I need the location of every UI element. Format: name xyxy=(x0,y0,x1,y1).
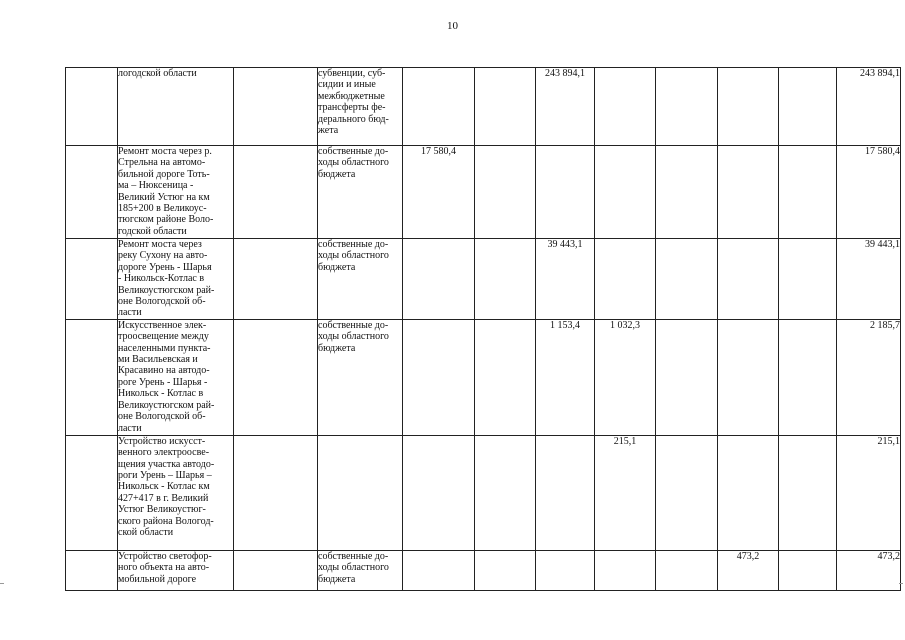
amount-cell-5 xyxy=(656,146,718,239)
margin-mark-right xyxy=(899,583,903,584)
amount-cell-7 xyxy=(779,146,837,239)
amount-cell-6 xyxy=(718,68,779,146)
amount-cell-3: 1 153,4 xyxy=(536,319,595,435)
object-name-cell: Устройство искусст- венного электроосве- щения участка автодо- роги Урень – Шарья – Никольск - Котлас км 427+417 в г. Великий Устюг Великоустюг- ского района Вологод- ской области xyxy=(118,435,234,550)
table-row xyxy=(66,239,901,320)
row-index-cell xyxy=(66,319,118,435)
amount-cell-2 xyxy=(475,68,536,146)
amount-cell-1: 17 580,4 xyxy=(403,146,475,239)
amount-cell-6 xyxy=(718,146,779,239)
funding-source-cell: собственные до- ходы областного бюджета xyxy=(318,319,403,435)
table-row xyxy=(66,435,901,550)
amount-cell-5 xyxy=(656,239,718,320)
amount-cell-2 xyxy=(475,550,536,590)
amount-cell-7 xyxy=(779,239,837,320)
budget-table xyxy=(65,67,901,591)
blank-cell xyxy=(234,550,318,590)
amount-cell-5 xyxy=(656,550,718,590)
funding-source-cell: собственные до- ходы областного бюджета xyxy=(318,239,403,320)
blank-cell xyxy=(234,68,318,146)
total-cell: 17 580,4 xyxy=(837,146,901,239)
funding-source-cell xyxy=(318,435,403,550)
amount-cell-2 xyxy=(475,319,536,435)
blank-cell xyxy=(234,319,318,435)
amount-cell-4 xyxy=(595,68,656,146)
amount-cell-6 xyxy=(718,435,779,550)
amount-cell-6 xyxy=(718,239,779,320)
table-row xyxy=(66,319,901,435)
amount-cell-3 xyxy=(536,146,595,239)
amount-cell-5 xyxy=(656,68,718,146)
blank-cell xyxy=(234,146,318,239)
blank-cell xyxy=(234,239,318,320)
amount-cell-7 xyxy=(779,435,837,550)
amount-cell-1 xyxy=(403,319,475,435)
amount-cell-5 xyxy=(656,319,718,435)
row-index-cell xyxy=(66,435,118,550)
amount-cell-7 xyxy=(779,68,837,146)
table-row xyxy=(66,146,901,239)
total-cell: 473,2 xyxy=(837,550,901,590)
row-index-cell xyxy=(66,146,118,239)
funding-source-cell: собственные до- ходы областного бюджета xyxy=(318,550,403,590)
amount-cell-5 xyxy=(656,435,718,550)
amount-cell-7 xyxy=(779,319,837,435)
blank-cell xyxy=(234,435,318,550)
amount-cell-2 xyxy=(475,239,536,320)
amount-cell-6 xyxy=(718,319,779,435)
amount-cell-4: 215,1 xyxy=(595,435,656,550)
table-row xyxy=(66,68,901,146)
amount-cell-2 xyxy=(475,435,536,550)
funding-source-cell: собственные до- ходы областного бюджета xyxy=(318,146,403,239)
amount-cell-1 xyxy=(403,239,475,320)
page-number: 10 xyxy=(447,20,458,32)
amount-cell-4 xyxy=(595,146,656,239)
object-name-cell: Искусственное элек- троосвещение между населенными пункта- ми Васильевская и Красавино на автодо- роге Урень - Шарья - Никольск - Котлас в Великоустюгском рай- оне Вологодской об- ласти xyxy=(118,319,234,435)
amount-cell-4 xyxy=(595,239,656,320)
object-name-cell: логодской области xyxy=(118,68,234,146)
funding-source-cell: субвенции, суб- сидии и иные межбюджетные трансферты фе- дерального бюд- жета xyxy=(318,68,403,146)
amount-cell-7 xyxy=(779,550,837,590)
total-cell: 243 894,1 xyxy=(837,68,901,146)
amount-cell-3 xyxy=(536,550,595,590)
amount-cell-4: 1 032,3 xyxy=(595,319,656,435)
object-name-cell: Устройство светофор- ного объекта на авто- мобильной дороге xyxy=(118,550,234,590)
row-index-cell xyxy=(66,550,118,590)
amount-cell-3: 39 443,1 xyxy=(536,239,595,320)
row-index-cell xyxy=(66,68,118,146)
total-cell: 2 185,7 xyxy=(837,319,901,435)
total-cell: 215,1 xyxy=(837,435,901,550)
amount-cell-3 xyxy=(536,435,595,550)
amount-cell-1 xyxy=(403,435,475,550)
total-cell: 39 443,1 xyxy=(837,239,901,320)
object-name-cell: Ремонт моста через реку Сухону на авто- дороге Урень - Шарья - Никольск-Котлас в Великоустюгском рай- оне Вологодской об- ласти xyxy=(118,239,234,320)
amount-cell-6: 473,2 xyxy=(718,550,779,590)
margin-mark-left xyxy=(0,583,4,584)
amount-cell-1 xyxy=(403,550,475,590)
table-row xyxy=(66,550,901,590)
amount-cell-4 xyxy=(595,550,656,590)
object-name-cell: Ремонт моста через р. Стрельна на автомо- бильной дороге Тоть- ма – Нюксеница - Великий Устюг на км 185+200 в Великоус- тюгском районе Воло- годской области xyxy=(118,146,234,239)
amount-cell-2 xyxy=(475,146,536,239)
row-index-cell xyxy=(66,239,118,320)
amount-cell-1 xyxy=(403,68,475,146)
amount-cell-3: 243 894,1 xyxy=(536,68,595,146)
